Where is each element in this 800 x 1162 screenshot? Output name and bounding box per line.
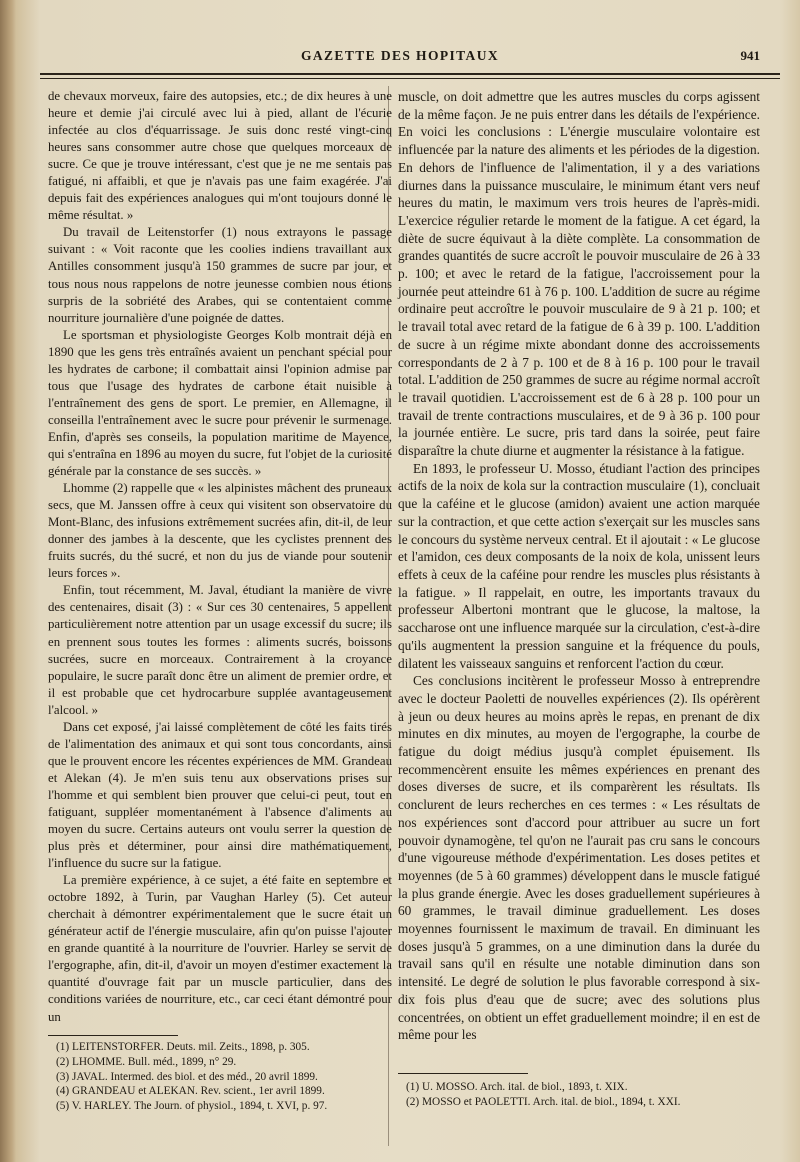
footnote-3: (3) JAVAL. Intermed. des biol. et des méd., 20 avril 1899. (56, 1070, 318, 1083)
page-spine-shadow (0, 0, 16, 1162)
footnote-4: (4) GRANDEAU et ALEKAN. Rev. scient., 1er avril 1899. (56, 1085, 325, 1098)
footnote-5: (5) V. HARLEY. The Journ. of physiol., 1894, t. XVI, p. 97. (56, 1100, 328, 1113)
right-paragraph-3: Ces conclusions incitèrent le professeur Mosso à entreprendre avec le docteur Paoletti de nouvelles expériences (2). Ils opérèrent à jeun ou deux heures au moins après le repas, en prenant de dix minutes en dix minutes, au moyen de l'ergographe, la courbe de fatigue du doigt médius jusqu'à complet épuisement. Ils recommencèrent ensuite les mêmes expériences en prenant des doses diverses de sucre, et ils comparèrent les résultats. Ils conclurent de leurs recherches en ces termes : « Les résultats de nos expériences sont d'accord pour attribuer au sucre un fort pouvoir dynamogène, tel qu'on ne l'aurait pas cru sans le concours d'une vigoureuse méthode d'expérimentation. Les doses petites et moyennes (de 5 à 60 grammes) développent dans le muscle fatigué la plus grande énergie. Avec les doses graduellement supérieures à 60 grammes, le travail diminue graduellement. Les doses moyennes fournissent le maximum de travail. En diminuant les doses jusqu'à 5 grammes, on a une diminution dans la durée du travail sans qu'il en résulte une notable diminution dans son intensité. Le degré de solution le plus favorable correspond à six-dix fois plus d'eau que de sucre; avec des solutions plus concentrées, on obtient un effet graduellement moindre; il en est de même pour les (398, 673, 760, 1043)
left-paragraph-7: La première expérience, à ce sujet, a été faite en septembre et octobre 1892, à Turin, par Vaughan Harley (5). Cet auteur cherchait à démontrer expérimentalement que le sucre était un générateur actif de l'énergie musculaire, afin qu'on puisse l'ajouter en grande quantité à la nourriture de l'ouvrier. Harley se servit de l'ergographe, afin, dit-il, d'avoir un moyen d'estimer exactement la quantité d'ouvrage fait par un muscle particulier, dans des conditions variées de nourriture, etc., car ceci étant démontré pour un (48, 873, 392, 1024)
right-footnote-rule (398, 1073, 528, 1074)
left-paragraph-5: Enfin, tout récemment, M. Javal, étudiant la manière de vivre des centenaires, disait (3) : « Sur ces 30 centenaires, 5 appellent particulièrement notre attention par un usage excessif du sucre; ils en prennent sous toutes les formes : aliments sucrés, boissons sucrées, sucre en morceaux. Contrairement à la croyance populaire, le sucre paraît donc être un aliment de premier ordre, et il est probable que cet hydrocarbure supplée avantageusement l'alcool. » (48, 583, 392, 717)
left-paragraph-6: Dans cet exposé, j'ai laissé complètement de côté les faits tirés de l'alimentation des animaux et qui sont tous concordants, ainsi que le prouvent encore les récentes expériences de MM. Grandeau et Alekan (4). Je m'en suis tenu aux observations prises sur l'homme et qui semblent bien prouver que celui-ci peut, tout en fatiguant, suppléer momentanément à l'absence d'aliments au moyen du sucre. Certains auteurs ont voulu serrer la question de plus près et déterminer, pour ainsi dire mathématiquement, l'influence du sucre sur la fatigue. (48, 719, 392, 871)
left-paragraph-1: de chevaux morveux, faire des autopsies, etc.; de dix heures à une heure et demie j'ai circulé avec lui à pied, allant de l'écurie infectée au clos d'équarrissage. Je suis donc resté vingt-cinq heures sans consommer autre chose que quelques morceaux de sucre. Ce que je trouve intéressant, c'est que je ne me sentais pas fatigué, ni affaibli, et que je n'avais pas une faim exagérée. J'ai depuis fait des expériences analogues qui m'ont toujours donné le même résultat. » (48, 89, 392, 223)
right-paragraph-1: muscle, on doit admettre que les autres muscles du corps agissent de la même façon. Je ne puis entrer dans les détails de l'expérience. En voici les conclusions : L'énergie musculaire volontaire est influencée par la nature des aliments et les périodes de la digestion. En dehors de l'influence de l'alimentation, il y a des variations diurnes dans la puissance musculaire, le minimum étant vers neuf heures du matin, le maximum vers trois heures de l'après-midi. L'exercice régulier retarde le moment de la fatigue. A cet égard, la diète de sucre équivaut à la diète complète. La consommation de grandes quantités de sucre accroît le pouvoir musculaire de 26 à 33 p. 100; et avec le retard de la fatigue, l'accroissement pour la journée peut atteindre 61 à 76 p. 100. L'addition de sucre au régime ordinaire peut accroître le pouvoir musculaire de 9 à 21 p. 100; et le travail total avec retard de la fatigue de 6 à 39 p. 100. L'addition de sucre à un régime mixte abondant donne des accroissements correspondants de 2 à 7 p. 100 et de 8 à 16 p. 100 pour le travail total. L'addition de 250 grammes de sucre au régime normal accroît le travail quotidien. L'accroissement est de 6 à 28 p. 100 pour un travail de trente contractions musculaires, et de 9 à 36 p. 100 pour la journée entière. Le sucre, pris tard dans la soirée, peut faire disparaître la chute diurne et augmenter la résistance à la fatigue. (398, 89, 760, 459)
right-column (398, 88, 760, 1044)
footnote-r1: (1) U. MOSSO. Arch. ital. de biol., 1893, t. XIX. (406, 1081, 628, 1093)
left-column (48, 88, 392, 1026)
footnote-1: (1) LEITENSTORFER. Deuts. mil. Zeits., 1898, p. 305. (56, 1041, 310, 1053)
left-footnote-rule (48, 1035, 178, 1036)
left-paragraph-3: Le sportsman et physiologiste Georges Kolb montrait déjà en 1890 que les gens très entraînés avaient un penchant spécial pour les hydrates de carbone; il combattait ainsi l'opinion admise par tous que l'usage des hydrates de carbone était nuisible à l'entraînement des gens de sport. Le premier, en Allemagne, il conseilla l'entraînement avec le sucre pour prévenir le surmenage. Enfin, d'après ses conseils, la population maritime de Mayence, qui s'entraîna en 1896 au moyen du sucre, fut l'objet de la curiosité générale par la constance de ses succès. » (48, 327, 392, 479)
header-rule-thick (40, 73, 780, 75)
left-paragraph-4: Lhomme (2) rappelle que « les alpinistes mâchent des pruneaux secs, que M. Janssen offre à ceux qui visitent son observatoire du Mont-Blanc, des infusions extrêmement sucrées afin, dit-il, de leur donner des jambes à la descente, que les cyclistes prennent des fruits sucrés, du thé sucré, et non du jus de viande pour soutenir leurs forces ». (48, 481, 392, 581)
page-number: 941 (740, 48, 760, 63)
footnote-2: (2) LHOMME. Bull. méd., 1899, n° 29. (56, 1055, 237, 1068)
left-paragraph-2: Du travail de Leitenstorfer (1) nous extrayons le passage suivant : « Voit raconte que les coolies indiens travaillant aux Antilles consomment jusqu'à 150 grammes de sucre par jour, et tous nous nous rappelons de notre jeunesse combien nous étions surpris de la sobriété des Arabes, qui se contentaient comme nourriture journalière d'une poignée de dattes. (48, 225, 392, 325)
footnote-r2: (2) MOSSO et PAOLETTI. Arch. ital. de biol., 1894, t. XXI. (406, 1095, 681, 1108)
right-paragraph-2: En 1893, le professeur U. Mosso, étudiant l'action des principes actifs de la noix de kola sur la contraction musculaire (1), concluait que la caféine et le glucose (amidon) avaient une action marquée sur la contraction, et que cette action s'exerçait sur les muscles sans le concours du système nerveux central. Et il ajoutait : « Le glucose et l'amidon, ces deux composants de la noix de kola, unissent leurs effets à ceux de la caféine pour rendre les muscles plus résistants à la fatigue. » Il rappelait, en outre, les importants travaux du professeur Albertoni montrant que le glucose, la maltose, la saccharose ont une influence marquée sur la circulation, c'est-à-dire qu'ils augmentent la pression sanguine et la fréquence du pouls, dilatent les vaisseaux sanguins et renforcent l'action du cœur. (398, 460, 760, 671)
page-header (40, 48, 760, 68)
right-footnotes (406, 1080, 680, 1110)
header-rule-thin (40, 78, 780, 79)
left-footnotes (56, 1040, 327, 1114)
page-title: GAZETTE DES HOPITAUX (300, 48, 500, 63)
